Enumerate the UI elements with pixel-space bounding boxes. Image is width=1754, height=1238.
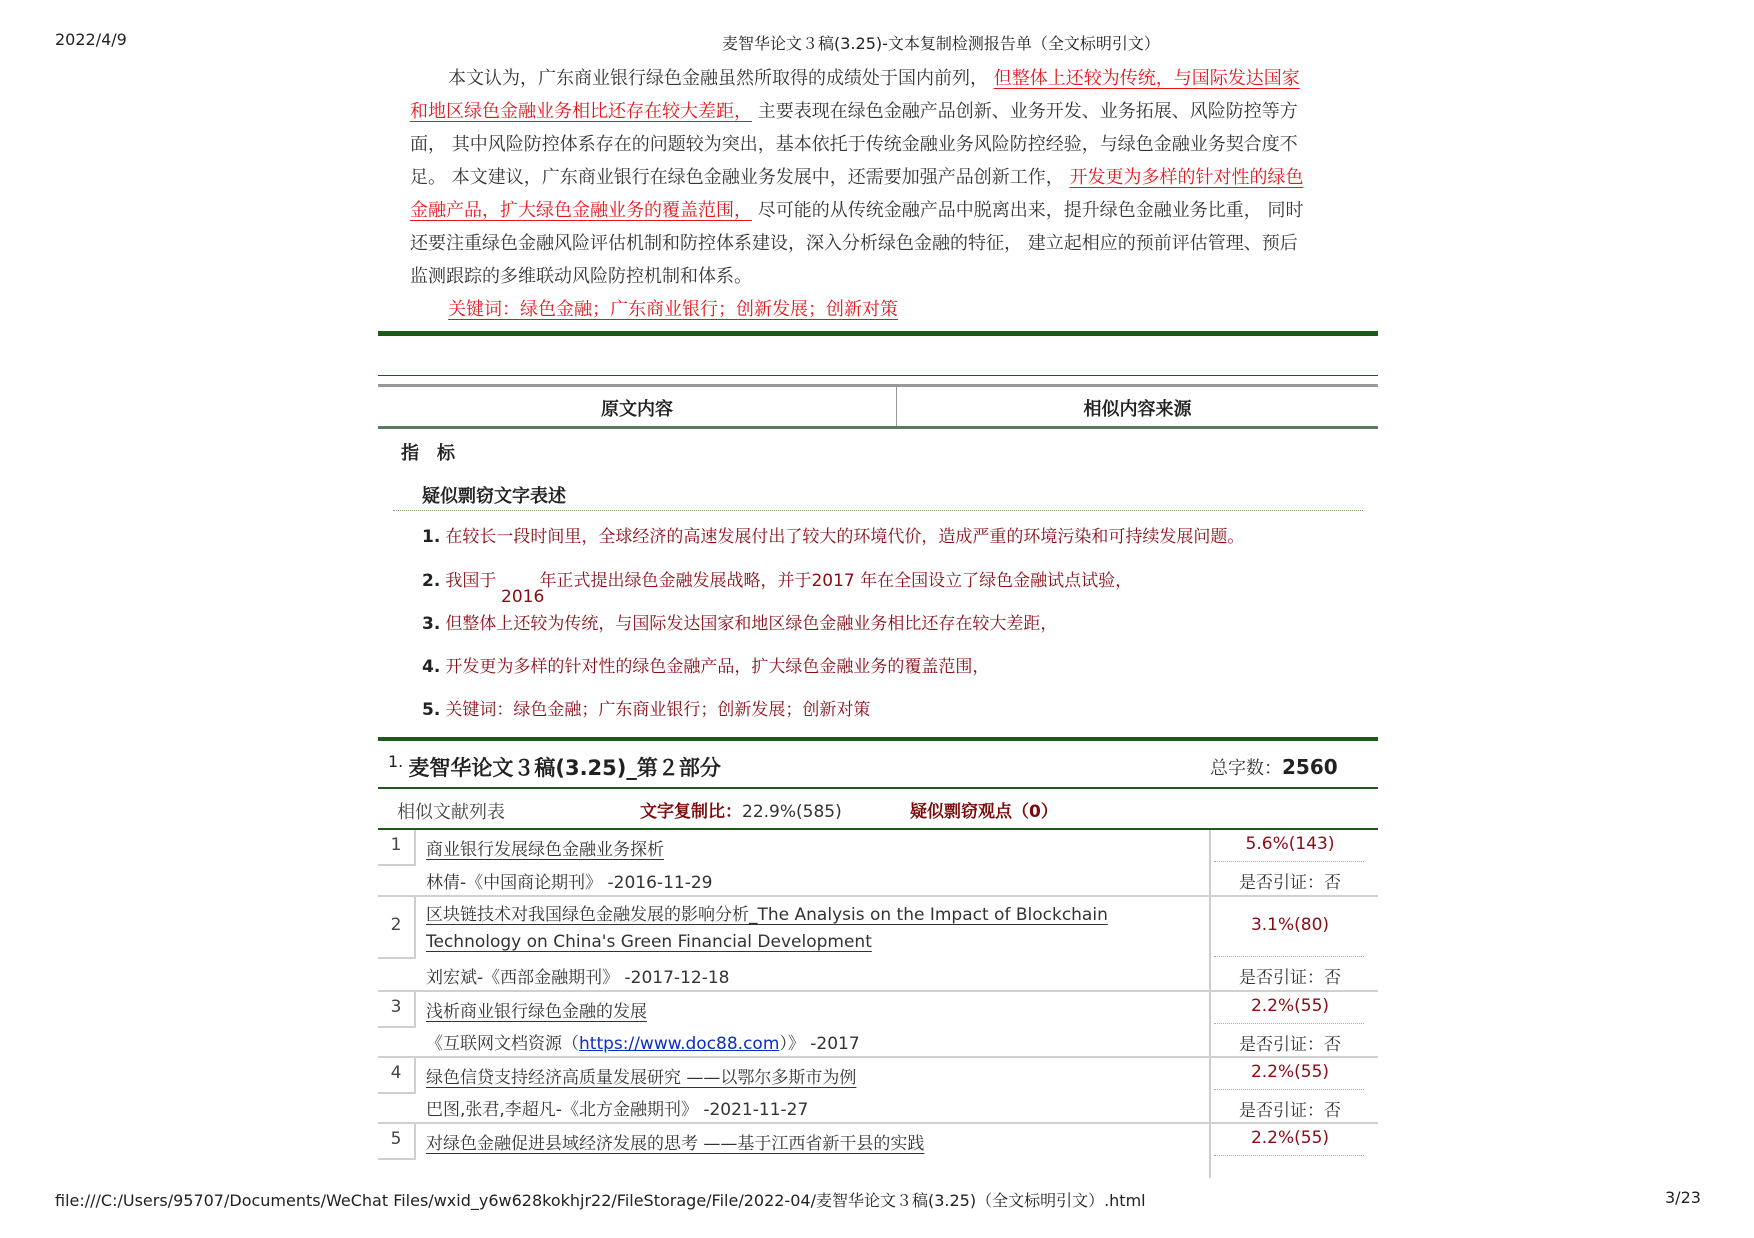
suspect-item-text[interactable]: 但整体上还较为传统，与国际发达国家和地区绿色金融业务相比还存在较大差距， xyxy=(445,614,1058,634)
citation-status: 是否引证：否 xyxy=(1239,968,1341,988)
table-top-line-2 xyxy=(378,384,1378,387)
source-title-link[interactable]: 区块链技术对我国绿色金融发展的影响分析_The Analysis on the Impact of Blockchain xyxy=(426,905,1108,925)
keyword-link[interactable]: ；广东商业银行 xyxy=(592,299,718,320)
abstract-text: 面， 其中风险防控体系存在的问题较为突出，基本依托于传统金融业务风险防控经验，与绿色金融业务契合度不 xyxy=(410,134,1298,155)
part-header: 1. 麦智华论文３稿(3.25)_第２部分 xyxy=(388,752,721,780)
source-meta: 林倩-《中国商论期刊》 -2016-11-29 xyxy=(426,873,713,893)
suspect-item: 3. 但整体上还较为传统，与国际发达国家和地区绿色金融业务相比还存在较大差距， xyxy=(422,614,1058,634)
list-header-line xyxy=(378,828,1378,830)
source-title-link[interactable]: 浅析商业银行绿色金融的发展 xyxy=(426,1002,647,1022)
similarity-percent: 2.2%(55) xyxy=(1250,996,1330,1016)
highlighted-match[interactable]: 金融产品，扩大绿色金融业务的覆盖范围， xyxy=(410,200,752,221)
row-number: 3 xyxy=(390,997,402,1017)
suspect-text-heading: 疑似剽窃文字表述 xyxy=(422,486,566,507)
suspect-item: 5. 关键词：绿色金融；广东商业银行；创新发展；创新对策 xyxy=(422,700,871,720)
row-number: 4 xyxy=(390,1063,402,1083)
abstract-text: 尽可能的从传统金融产品中脱离出来，提升绿色金融业务比重， 同时 xyxy=(757,200,1304,221)
similarity-percent: 2.2%(55) xyxy=(1250,1128,1330,1148)
file-path: file:///C:/Users/95707/Documents/WeChat Files/wxid_y6w628kokhjr22/FileStorage/File/2022-04/麦智华论文３稿(3.25)（全文标明引文）.html xyxy=(55,1191,1146,1210)
suspect-item-text[interactable]: 我国于 xyxy=(445,571,497,591)
similarity-percent: 3.1%(80) xyxy=(1250,915,1330,935)
column-header-source: 相似内容来源 xyxy=(1083,399,1192,420)
source-meta: 巴图,张君,李超凡-《北方金融期刊》 -2021-11-27 xyxy=(426,1100,809,1120)
year-value: 2016 xyxy=(501,587,545,607)
table-header-bottom-line xyxy=(378,426,1378,429)
similarity-percent: 5.6%(143) xyxy=(1245,834,1335,854)
keyword-link[interactable]: ；创新对策 xyxy=(808,299,898,320)
total-words: 总字数：2560 xyxy=(1210,755,1338,779)
indicator-label: 指 标 xyxy=(401,443,455,464)
suspect-item: 1. 在较长一段时间里，全球经济的高速发展付出了较大的环境代价，造成严重的环境污染和可持续发展问题。 xyxy=(422,527,1245,547)
suspect-item: 4. 开发更为多样的针对性的绿色金融产品，扩大绿色金融业务的覆盖范围， xyxy=(422,657,990,677)
part-header-line xyxy=(378,787,1378,789)
similarity-percent: 2.2%(55) xyxy=(1250,1062,1330,1082)
dotted-divider xyxy=(393,510,1363,511)
suspect-item-text[interactable]: 关键词：绿色金融；广东商业银行；创新发展；创新对策 xyxy=(445,700,871,720)
source-title-link[interactable]: 绿色信贷支持经济高质量发展研究 ——以鄂尔多斯市为例 xyxy=(426,1068,857,1088)
source-title-link[interactable]: 商业银行发展绿色金融业务探析 xyxy=(426,840,664,860)
abstract-text: 监测跟踪的多维联动风险防控机制和体系。 xyxy=(410,266,752,287)
suspect-item: 2. 我国于 年正式提出绿色金融发展战略，并于2017 年在全国设立了绿色金融试点试验， xyxy=(422,571,1133,591)
row-divider xyxy=(378,1056,1378,1058)
keywords-line xyxy=(448,295,898,321)
print-date: 2022/4/9 xyxy=(55,30,127,49)
abstract-text: 足。 本文建议，广东商业银行在绿色金融业务发展中，还需要加强产品创新工作， xyxy=(410,167,1064,188)
row-number: 2 xyxy=(390,915,402,935)
document-title: 麦智华论文３稿(3.25)-文本复制检测报告单（全文标明引文） xyxy=(722,34,1160,53)
similar-list-label: 相似文献列表 xyxy=(397,802,505,823)
suspect-item-text[interactable]: 在较长一段时间里，全球经济的高速发展付出了较大的环境代价，造成严重的环境污染和可持续发展问题。 xyxy=(445,527,1245,547)
keyword-link[interactable]: ；创新发展 xyxy=(718,299,808,320)
abstract-text: 本文认为，广东商业银行绿色金融虽然所取得的成绩处于国内前列， xyxy=(448,68,988,89)
page-number: 3/23 xyxy=(1665,1188,1701,1207)
source-title-link[interactable]: 对绿色金融促进县域经济发展的思考 ——基于江西省新干县的实践 xyxy=(426,1134,925,1154)
citation-status: 是否引证：否 xyxy=(1239,873,1341,893)
source-meta: 刘宏斌-《西部金融期刊》 -2017-12-18 xyxy=(426,968,730,988)
part-title[interactable]: 麦智华论文３稿(3.25)_第２部分 xyxy=(408,756,721,780)
source-url-link[interactable]: https://www.doc88.com xyxy=(579,1034,780,1054)
abstract-text: 主要表现在绿色金融产品创新、业务开发、业务拓展、风险防控等方 xyxy=(757,101,1298,122)
highlighted-match[interactable]: 开发更为多样的针对性的绿色 xyxy=(1069,167,1304,188)
source-meta: 《互联网文档资源（https://www.doc88.com）》 -2017 xyxy=(426,1034,860,1054)
row-number: 1 xyxy=(390,835,402,855)
abstract-text: 还要注重绿色金融风险评估机制和防控体系建设，深入分析绿色金融的特征， 建立起相应的预前评估管理、预后 xyxy=(410,233,1298,254)
section-divider xyxy=(378,331,1378,336)
row-number: 5 xyxy=(390,1129,402,1149)
section-divider xyxy=(378,737,1378,741)
metric-column-divider xyxy=(1209,830,1211,1178)
plagiarism-viewpoints[interactable]: 疑似剽窃观点（0） xyxy=(910,802,1058,822)
source-title-link[interactable]: Technology on China's Green Financial Development xyxy=(426,932,872,952)
table-top-line xyxy=(378,375,1378,376)
row-divider xyxy=(378,990,1378,992)
row-divider xyxy=(378,895,1378,897)
citation-status: 是否引证：否 xyxy=(1239,1101,1341,1121)
highlighted-match[interactable]: 和地区绿色金融业务相比还存在较大差距， xyxy=(410,101,752,122)
column-header-original: 原文内容 xyxy=(601,399,673,420)
highlighted-match[interactable]: 但整体上还较为传统，与国际发达国家 xyxy=(993,68,1300,89)
copy-ratio: 文字复制比：22.9%(585) xyxy=(640,802,842,822)
citation-status: 是否引证：否 xyxy=(1239,1035,1341,1055)
suspect-item-text[interactable]: 年正式提出绿色金融发展战略，并于2017 年在全国设立了绿色金融试点试验， xyxy=(539,571,1133,591)
row-divider xyxy=(378,1122,1378,1124)
keyword-link[interactable]: 关键词：绿色金融 xyxy=(448,299,592,320)
suspect-item-text[interactable]: 开发更为多样的针对性的绿色金融产品，扩大绿色金融业务的覆盖范围， xyxy=(445,657,990,677)
